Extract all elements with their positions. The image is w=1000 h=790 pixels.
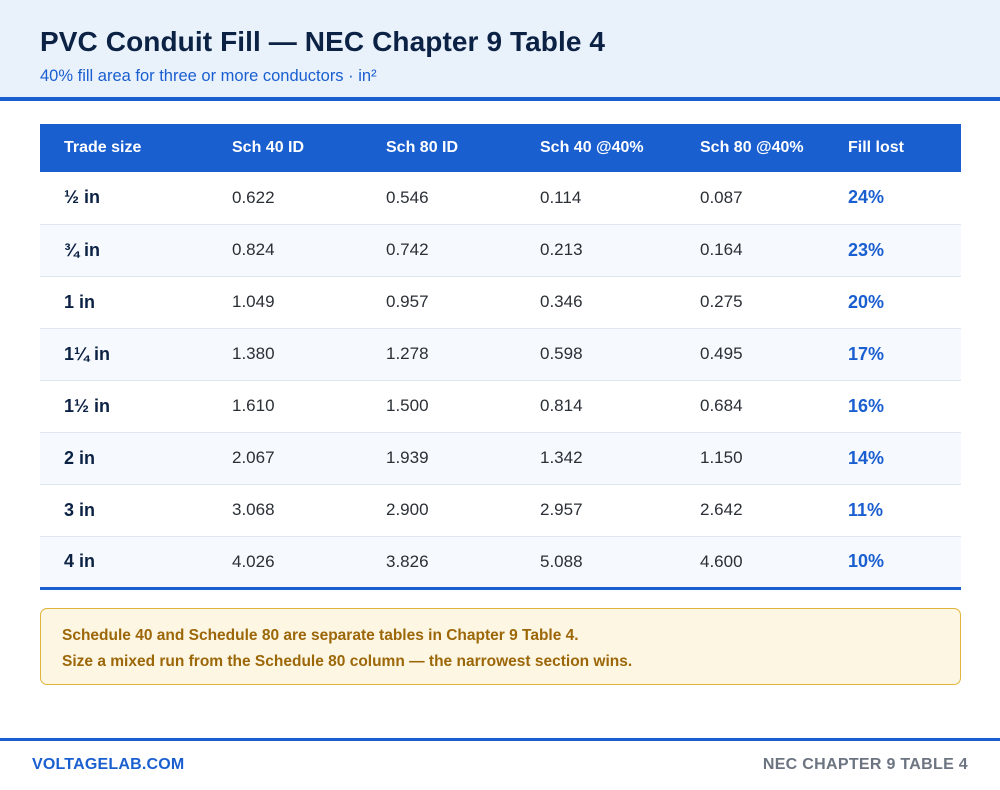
table-row (40, 484, 961, 536)
sch80-id-cell: 1.500 (362, 380, 516, 432)
table-row (40, 432, 961, 484)
footer-reference: NEC CHAPTER 9 TABLE 4 (762, 756, 968, 773)
trade-size-cell: 2 in (40, 432, 208, 484)
footer-site-name: VOLTAGELAB.COM (32, 756, 185, 773)
sch40-id-cell: 0.622 (208, 172, 362, 224)
fill-lost-cell: 23% (848, 224, 961, 276)
trade-size-cell: ½ in (40, 172, 208, 224)
page-title: PVC Conduit Fill — NEC Chapter 9 Table 4 (40, 26, 606, 57)
sch40-id-cell: 1.049 (208, 276, 362, 328)
sch80-fill-cell: 0.495 (676, 328, 848, 380)
sch80-id-cell: 0.546 (362, 172, 516, 224)
sch80-id-cell: 1.939 (362, 432, 516, 484)
sch40-id-cell: 1.610 (208, 380, 362, 432)
sch40-fill-cell: 0.598 (516, 328, 676, 380)
table-row (40, 172, 961, 224)
fill-lost-cell: 14% (848, 432, 961, 484)
column-header-trade-size: Trade size (40, 124, 208, 172)
table-header (40, 124, 961, 172)
sch40-fill-cell: 0.114 (516, 172, 676, 224)
note-line-1: Schedule 40 and Schedule 80 are separate tables in Chapter 9 Table 4. (62, 627, 579, 644)
sch80-id-cell: 1.278 (362, 328, 516, 380)
sch40-id-cell: 1.380 (208, 328, 362, 380)
table-header-row (40, 124, 961, 172)
sch80-id-cell: 0.957 (362, 276, 516, 328)
fill-lost-cell: 20% (848, 276, 961, 328)
fill-lost-cell: 10% (848, 536, 961, 588)
page-subtitle: 40% fill area for three or more conductors · in² (40, 67, 377, 85)
trade-size-cell: ¾ in (40, 224, 208, 276)
trade-size-cell: 1½ in (40, 380, 208, 432)
sch80-id-cell: 3.826 (362, 536, 516, 588)
sch80-id-cell: 0.742 (362, 224, 516, 276)
table-row (40, 536, 961, 588)
column-header-sch80-id: Sch 80 ID (362, 124, 516, 172)
sch80-id-cell: 2.900 (362, 484, 516, 536)
sch40-id-cell: 2.067 (208, 432, 362, 484)
fill-lost-cell: 16% (848, 380, 961, 432)
sch80-fill-cell: 0.275 (676, 276, 848, 328)
column-header-sch40-fill: Sch 40 @40% (516, 124, 676, 172)
conduit-fill-table (40, 124, 961, 590)
footer-divider (0, 738, 1000, 741)
table-row (40, 224, 961, 276)
table-row (40, 276, 961, 328)
sch40-id-cell: 3.068 (208, 484, 362, 536)
sch80-fill-cell: 0.684 (676, 380, 848, 432)
sch40-id-cell: 4.026 (208, 536, 362, 588)
sch80-fill-cell: 2.642 (676, 484, 848, 536)
trade-size-cell: 4 in (40, 536, 208, 588)
sch80-fill-cell: 0.087 (676, 172, 848, 224)
table-row (40, 380, 961, 432)
column-header-sch40-id: Sch 40 ID (208, 124, 362, 172)
table-row (40, 328, 961, 380)
column-header-sch80-fill: Sch 80 @40% (676, 124, 848, 172)
note-line-2: Size a mixed run from the Schedule 80 column — the narrowest section wins. (62, 653, 633, 670)
sch40-fill-cell: 0.213 (516, 224, 676, 276)
table-body (40, 172, 961, 588)
fill-lost-cell: 11% (848, 484, 961, 536)
sch80-fill-cell: 4.600 (676, 536, 848, 588)
fill-lost-cell: 17% (848, 328, 961, 380)
sch40-fill-cell: 1.342 (516, 432, 676, 484)
sch40-id-cell: 0.824 (208, 224, 362, 276)
column-header-fill-lost: Fill lost (848, 124, 961, 172)
page-header (0, 0, 1000, 101)
sch80-fill-cell: 1.150 (676, 432, 848, 484)
trade-size-cell: 1 in (40, 276, 208, 328)
trade-size-cell: 1¼ in (40, 328, 208, 380)
sch40-fill-cell: 2.957 (516, 484, 676, 536)
fill-lost-cell: 24% (848, 172, 961, 224)
trade-size-cell: 3 in (40, 484, 208, 536)
schedule-note-callout (40, 608, 961, 685)
sch40-fill-cell: 5.088 (516, 536, 676, 588)
sch80-fill-cell: 0.164 (676, 224, 848, 276)
sch40-fill-cell: 0.346 (516, 276, 676, 328)
sch40-fill-cell: 0.814 (516, 380, 676, 432)
